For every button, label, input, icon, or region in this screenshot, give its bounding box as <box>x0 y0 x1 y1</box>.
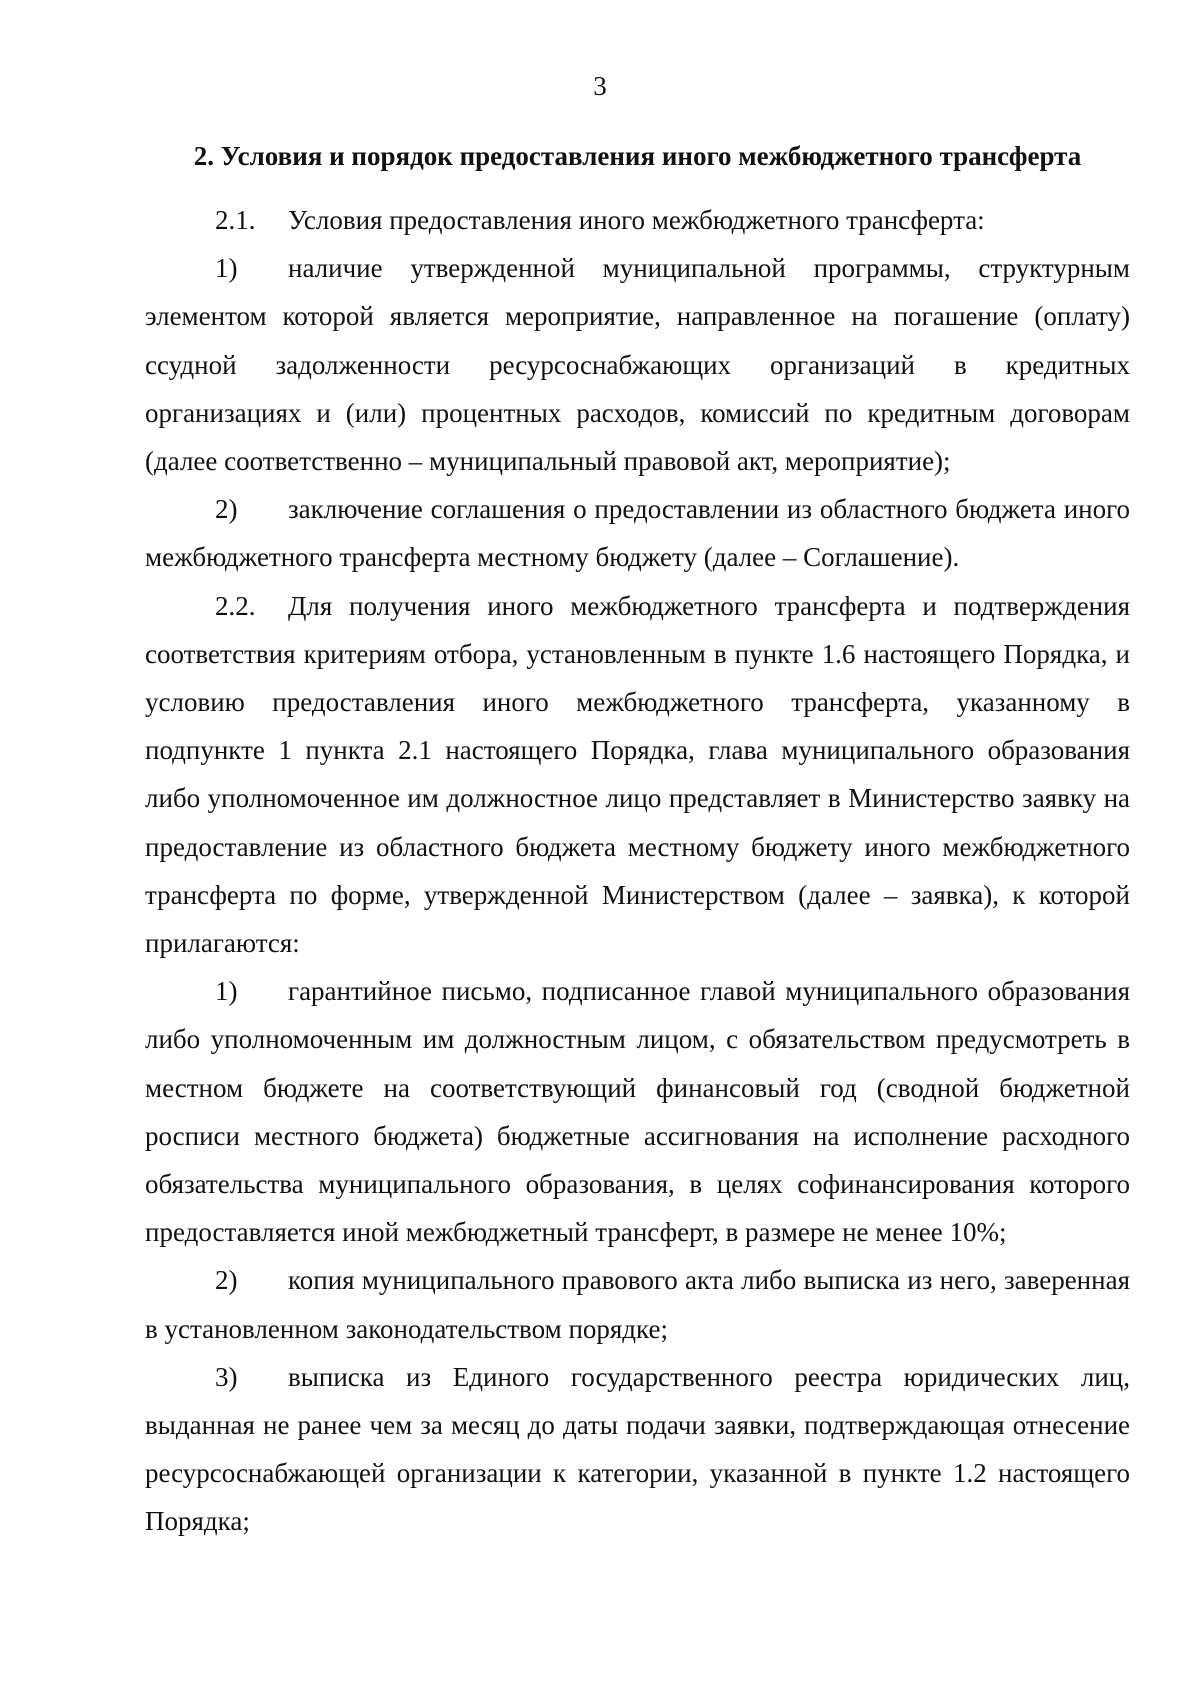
paragraph-number: 2) <box>215 1265 238 1296</box>
paragraph-2-1 <box>145 196 1130 244</box>
paragraph-text: выписка из Единого государственного реестра юридических лиц, выданная не ранее чем за месяц до даты подачи заявки, подтверждающая отнесение ресурсоснабжающей организации к категории, указанной в пункте 1.2 настоящего Порядка; <box>145 1361 1130 1537</box>
section-heading: 2. Условия и порядок предоставления иного межбюджетного трансферта <box>193 141 1082 171</box>
paragraph-text: Для получения иного межбюджетного трансферта и подтверждения соответствия критериям отбора, установленным в пункте 1.6 настоящего Порядка, и условию предоставления иного межбюджетного трансферта, указанному в подпункте 1 пункта 2.1 настоящего Порядка, глава муниципального образования либо уполномоченное им должностное лицо представляет в Министерство заявку на предоставление из областного бюджета местному бюджету иного межбюджетного трансферта по форме, утвержденной Министерством (далее – заявка), к которой прилагаются: <box>145 590 1130 959</box>
paragraph-number: 1) <box>215 253 238 284</box>
paragraph-text: заключение соглашения о предоставлении из областного бюджета иного межбюджетного трансферта местному бюджету (далее – Соглашение). <box>145 494 1130 573</box>
paragraph-text: Условия предоставления иного межбюджетного трансферта: <box>288 205 985 235</box>
paragraph-2-2-item-3 <box>145 1353 1130 1546</box>
document-body <box>145 196 1130 1546</box>
paragraph-2-2-item-2 <box>145 1256 1130 1352</box>
paragraph-2-2-item-1 <box>145 967 1130 1256</box>
paragraph-text: наличие утвержденной муниципальной программы, структурным элементом которой является мероприятие, направленное на погашение (оплату) ссудной задолженности ресурсоснабжающих организаций в кредитных организациях и (или) процентных расходов, комиссий по кредитным договорам (далее соответственно – муниципальный правовой акт, мероприятие); <box>145 253 1130 477</box>
paragraph-number: 2.2. <box>215 590 256 621</box>
paragraph-number: 3) <box>215 1361 238 1392</box>
paragraph-2-2 <box>145 582 1130 968</box>
paragraph-number: 1) <box>215 976 238 1007</box>
paragraph-number: 2.1. <box>215 205 256 235</box>
paragraph-2-1-item-1 <box>145 244 1130 485</box>
paragraph-2-1-item-2 <box>145 485 1130 581</box>
page-number: 3 <box>593 71 607 101</box>
paragraph-text: гарантийное письмо, подписанное главой муниципального образования либо уполномоченным им должностным лицом, с обязательством предусмотреть в местном бюджете на соответствующий финансовый год (сводной бюджетной росписи местного бюджета) бюджетные ассигнования на исполнение расходного обязательства муниципального образования, в целях софинансирования которого предоставляется иной межбюджетный трансферт, в размере не менее 10%; <box>145 976 1130 1248</box>
paragraph-number: 2) <box>215 494 238 525</box>
paragraph-text: копия муниципального правового акта либо выписка из него, заверенная в установленном законодательством порядке; <box>145 1265 1130 1344</box>
